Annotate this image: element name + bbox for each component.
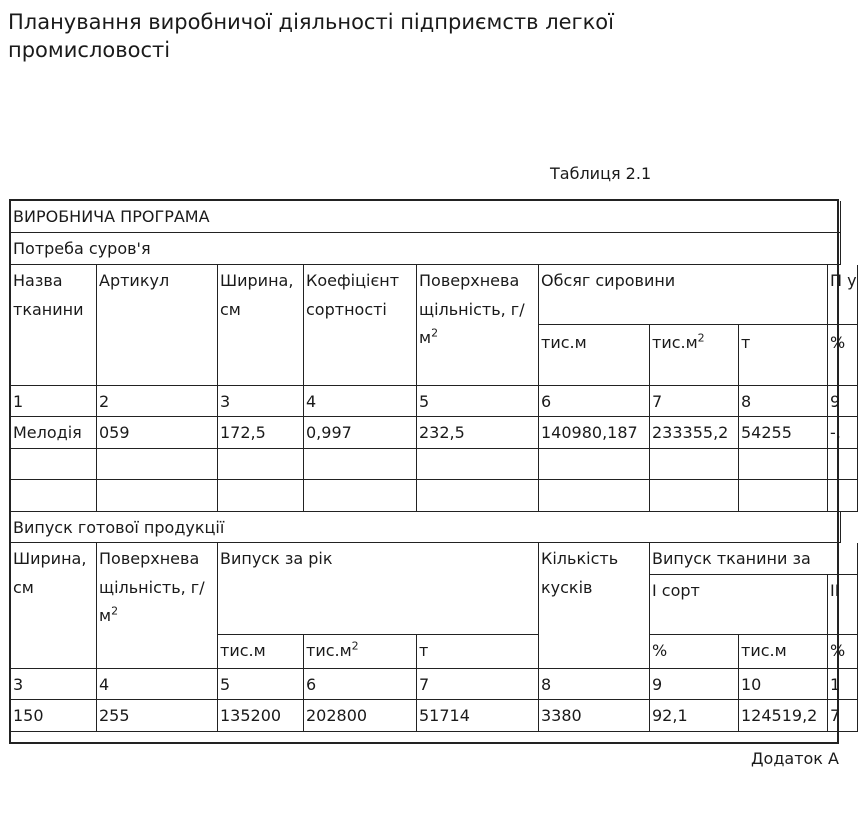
column-number: 9 [828,386,858,417]
table-cell: 172,5 [218,417,304,449]
table-cell: 51714 [417,700,539,732]
appendix-label: Додаток А [751,749,839,768]
empty-cell [97,480,218,512]
header-cut-column: П у [828,265,858,325]
page-title: Планування виробничої діяльності підприємств легкої промисловості [8,10,614,62]
subheader-thousand-m2 [304,635,417,669]
column-number: 5 [417,386,539,417]
column-number: 3 [218,386,304,417]
empty-cell [304,449,417,480]
table-cell: 202800 [304,700,417,732]
header-grade-2: ІІ [828,575,858,635]
column-number: 7 [417,669,539,700]
section-output-title: Випуск готової продукції [11,512,841,543]
subheader-thousand-m: тис.м [218,635,304,669]
column-number: 4 [304,386,417,417]
superscript: 2 [111,604,119,618]
empty-cell [539,480,650,512]
empty-cell [650,480,739,512]
table-cell: Мелодія [11,417,97,449]
column-number: 8 [539,669,650,700]
table-cell: 54255 [739,417,828,449]
empty-cell [218,480,304,512]
header-width: Ширина, см [11,543,97,669]
column-number: 1 [828,669,858,700]
empty-cell [828,480,858,512]
header-surface-density-label: Поверхнева щільність, г/м [99,549,205,625]
header-surface-density-label: Поверхнева щільність, г/м [419,271,525,347]
empty-cell [650,449,739,480]
subheader-tonnes: т [417,635,539,669]
subheader-thousand-m2-label: тис.м [652,333,698,352]
header-fabric-name: Назва тканини [11,265,97,386]
column-number: 10 [739,669,828,700]
empty-cell [417,480,539,512]
header-annual-output: Випуск за рік [218,543,539,635]
column-number: 1 [11,386,97,417]
table-cell: 0,997 [304,417,417,449]
table-cell: 233355,2 [650,417,739,449]
column-number: 3 [11,669,97,700]
header-fabric-output-by-grade: Випуск тканини за [650,543,858,575]
empty-cell [304,480,417,512]
subheader-percent: % [650,635,739,669]
empty-cell [97,449,218,480]
column-number: 9 [650,669,739,700]
column-number: 2 [97,386,218,417]
subheader-thousand-m2 [650,325,739,386]
empty-cell [828,449,858,480]
column-number: 4 [97,669,218,700]
production-program-table [9,199,857,744]
header-grade-1: І сорт [650,575,828,635]
column-number: 8 [739,386,828,417]
empty-cell [11,449,97,480]
table-cell: 140980,187 [539,417,650,449]
subheader-tonnes: т [739,325,828,386]
header-grade-coefficient: Коефіцієнт сортності [304,265,417,386]
header-surface-density [97,543,218,669]
table-cell: 059 [97,417,218,449]
table-cell: 3380 [539,700,650,732]
table-caption: Таблиця 2.1 [550,164,652,183]
superscript: 2 [431,326,439,340]
table-cell: -, [828,417,858,449]
column-number: 7 [650,386,739,417]
empty-cell [11,480,97,512]
column-number: 6 [539,386,650,417]
subheader-thousand-m: тис.м [539,325,650,386]
column-number: 6 [304,669,417,700]
subheader-percent: % [828,325,858,386]
section-raw-material-title: Потреба суров'я [11,233,841,265]
column-number: 5 [218,669,304,700]
empty-cell [739,480,828,512]
superscript: 2 [351,639,359,653]
table-title: ВИРОБНИЧА ПРОГРАМА [11,201,841,233]
header-surface-density [417,265,539,386]
empty-cell [417,449,539,480]
table-cell: 232,5 [417,417,539,449]
table-cell: 7 [828,700,858,732]
subheader-percent: % [828,635,858,669]
table-cell: 92,1 [650,700,739,732]
empty-cell [739,449,828,480]
superscript: 2 [697,331,705,345]
table-cell: 255 [97,700,218,732]
header-article: Артикул [97,265,218,386]
table-cell: 150 [11,700,97,732]
header-pieces-count: Кількість кусків [539,543,650,669]
subheader-thousand-m: тис.м [739,635,828,669]
empty-cell [218,449,304,480]
subheader-thousand-m2-label: тис.м [306,641,352,660]
table-cell: 124519,2 [739,700,828,732]
empty-cell [539,449,650,480]
header-width: Ширина, см [218,265,304,386]
table-cell: 135200 [218,700,304,732]
header-material-volume: Обсяг сировини [539,265,828,325]
